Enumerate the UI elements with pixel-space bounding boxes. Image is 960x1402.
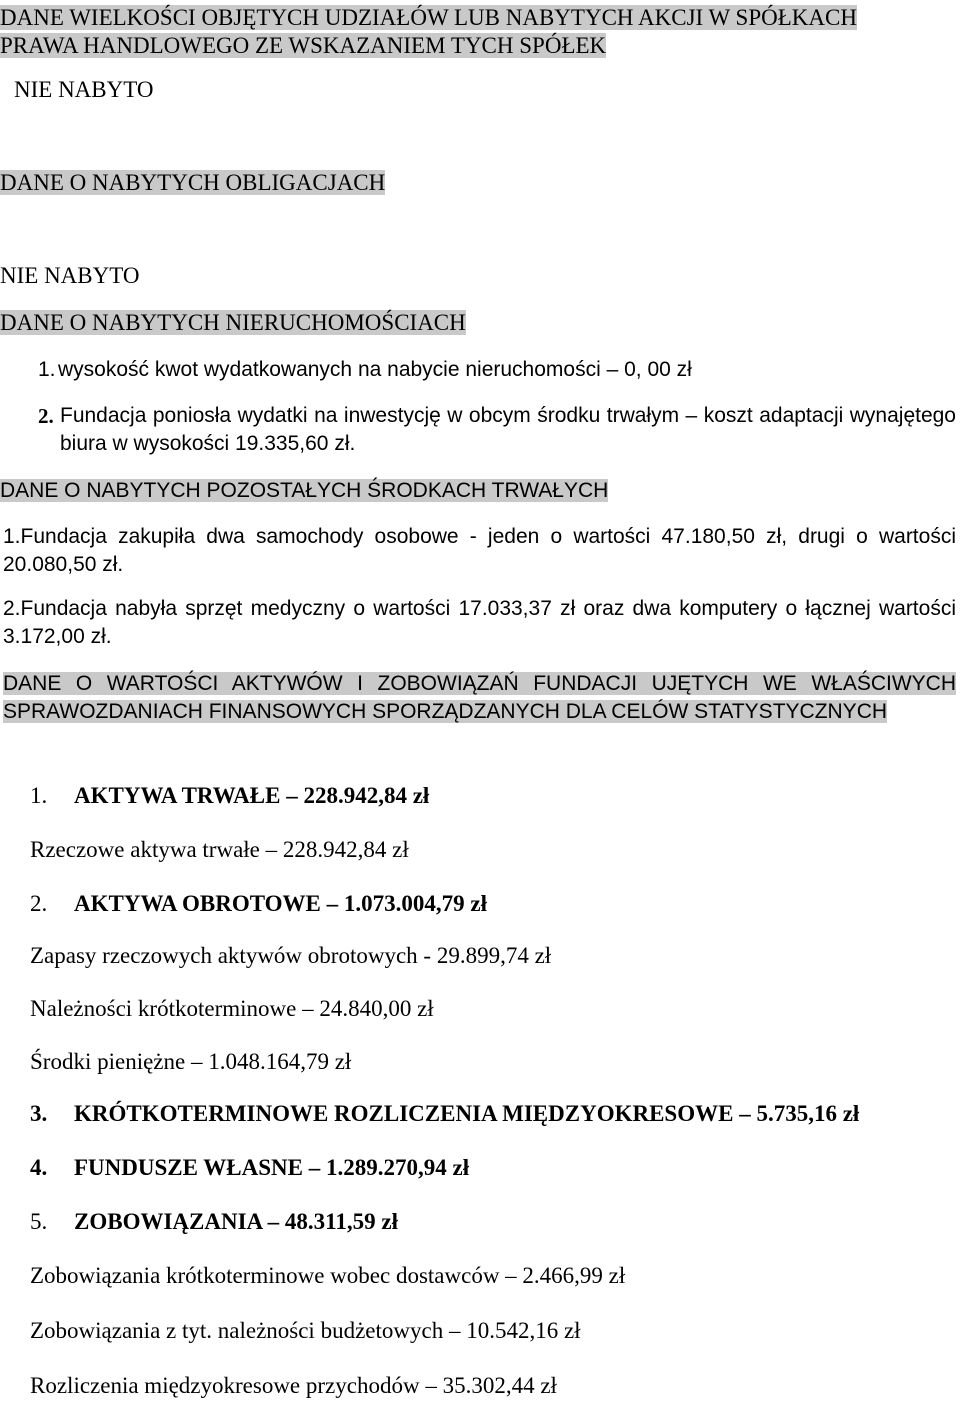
heading-text: DANE O WARTOŚCI AKTYWÓW I ZOBOWIĄZAŃ FUNDACJI UJĘTYCH WE WŁAŚCIWYCH SPRAWOZDANIACH FINANSOWYCH SPORZĄDZANYCH DLA CELÓW STATYSTYCZNYCH <box>3 672 956 723</box>
section-assets-liabilities-heading <box>3 670 956 726</box>
item-number: 2. <box>38 404 54 428</box>
fixed-assets-item-1: 1.Fundacja zakupiła dwa samochody osobowe - jeden o wartości 47.180,50 zł, drugi o wartości 20.080,50 zł. <box>3 525 956 576</box>
fin-item-1 <box>30 782 429 810</box>
fin-sub-2: Zapasy rzeczowych aktywów obrotowych - 29.899,74 zł <box>30 943 552 968</box>
section-fixed-assets-heading <box>0 477 608 505</box>
item-number: 1. <box>38 358 56 381</box>
item-label: KRÓTKOTERMINOWE ROZLICZENIA MIĘDZYOKRESOWE – 5.735,16 zł <box>74 1101 860 1126</box>
fin-sub-4: Środki pieniężne – 1.048.164,79 zł <box>30 1049 352 1074</box>
item-label: AKTYWA OBROTOWE – 1.073.004,79 zł <box>74 891 487 916</box>
item-text: Fundacja poniosła wydatki na inwestycję w obcym środku trwałym – koszt adaptacji wynajętego biura w wysokości 19.335,60 zł. <box>60 404 956 455</box>
fin-item-5 <box>30 1208 398 1236</box>
section-shares-heading <box>0 4 857 60</box>
fin-sub-1: Rzeczowe aktywa trwałe – 228.942,84 zł <box>30 837 409 862</box>
fin-item-4 <box>30 1154 469 1182</box>
fin-sub-6: Zobowiązania z tyt. należności budżetowych – 10.542,16 zł <box>30 1318 581 1343</box>
item-number: 5. <box>30 1209 48 1234</box>
item-text: wysokość kwot wydatkowanych na nabycie nieruchomości – 0, 00 zł <box>58 358 692 381</box>
fin-sub-3: Należności krótkoterminowe – 24.840,00 zł <box>30 996 434 1021</box>
shares-value: NIE NABYTO <box>14 77 154 102</box>
fin-sub-5: Zobowiązania krótkoterminowe wobec dostawców – 2.466,99 zł <box>30 1263 626 1288</box>
fin-item-3 <box>30 1100 859 1128</box>
real-estate-item-2 <box>38 402 956 458</box>
section-real-estate-heading <box>0 309 466 337</box>
heading-line: PRAWA HANDLOWEGO ZE WSKAZANIEM TYCH SPÓŁEK <box>0 33 607 58</box>
heading-line: DANE WIELKOŚCI OBJĘTYCH UDZIAŁÓW LUB NABYTYCH AKCJI W SPÓŁKACH <box>0 5 857 30</box>
item-number: 3. <box>30 1101 48 1126</box>
item-label: AKTYWA TRWAŁE – 228.942,84 zł <box>74 783 430 808</box>
bonds-value: NIE NABYTO <box>0 263 140 288</box>
fin-item-2 <box>30 890 487 918</box>
item-number: 1. <box>30 783 48 808</box>
item-number: 2. <box>30 891 48 916</box>
item-label: FUNDUSZE WŁASNE – 1.289.270,94 zł <box>74 1155 470 1180</box>
item-label: ZOBOWIĄZANIA – 48.311,59 zł <box>74 1209 398 1234</box>
item-number: 4. <box>30 1155 48 1180</box>
heading-text: DANE O NABYTYCH OBLIGACJACH <box>0 170 386 195</box>
real-estate-item-1 <box>38 356 738 384</box>
section-bonds-heading <box>0 169 385 197</box>
fin-sub-7: Rozliczenia międzyokresowe przychodów – 35.302,44 zł <box>30 1373 557 1398</box>
heading-text: DANE O NABYTYCH POZOSTAŁYCH ŚRODKACH TRWAŁYCH <box>0 479 609 502</box>
heading-text: DANE O NABYTYCH NIERUCHOMOŚCIACH <box>0 310 466 335</box>
fixed-assets-item-2: 2.Fundacja nabyła sprzęt medyczny o wartości 17.033,37 zł oraz dwa komputery o łącznej wartości 3.172,00 zł. <box>3 597 956 648</box>
